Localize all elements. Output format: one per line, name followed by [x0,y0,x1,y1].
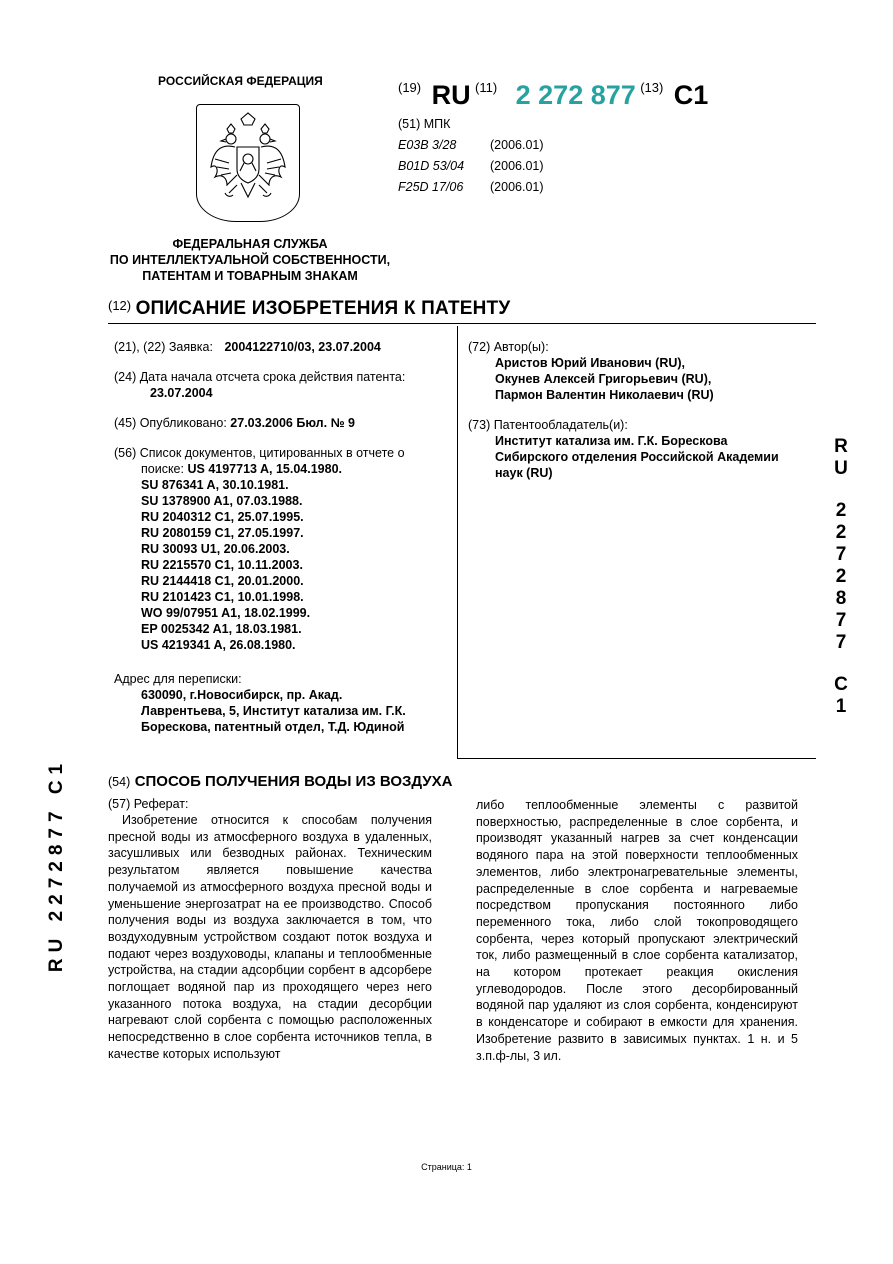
document-title [108,298,510,320]
double-headed-eagle-emblem-icon [197,105,299,221]
cited-label-text: (56) Список документов, цитированных в отчете о поиске: [114,446,405,476]
country-code: RU [431,80,471,110]
country-name: РОССИЙСКАЯ ФЕДЕРАЦИЯ [158,74,323,88]
published-label: (45) Опубликовано: [114,416,227,430]
address-line: 630090, г.Новосибирск, пр. Акад. [141,688,343,702]
divider-bottom [457,758,816,759]
application-value: 2004122710/03, 23.07.2004 [224,340,381,354]
inid-code-11: (11) [475,80,498,95]
cited-label [114,445,450,477]
holder-value [468,433,808,481]
holder-line: Сибирского отделения Российской Академии [495,450,779,464]
agency-line: ФЕДЕРАЛЬНАЯ СЛУЖБА [172,237,328,251]
cited-list [114,477,450,653]
side-char: 7 [835,632,847,653]
application-label: (21), (22) Заявка: [114,340,213,354]
address-field [114,671,450,735]
divider-top [108,323,816,324]
author-name: Окунев Алексей Григорьевич (RU), [495,372,712,386]
side-char: 7 [835,544,847,565]
side-char: C [834,674,848,695]
abstract-text-left: Изобретение относится к способам получения пресной воды из атмосферного воздуха в удаленных, засушливых или безводных районах. Техническим результатом является повышение качества получаемой из атмосферного воздуха пресной воды и уменьшение энергозатрат на ее производство. Способ получения воды из воздуха заключается в том, что воздуходувным устройством создают поток воздуха и подают через воздуховоды, клапаны и теплообменные устройства, на стадии адсорбции сорбент в адсорбере поглощает водяной пар из проходящего через него указанного потока воздуха, на стадии десорбции нагревают слой сорбента с помощью расположенных непосредственно в слое сорбента источников тепла, в качестве которых используют [108,813,432,1061]
ipc-version: (2006.01) [490,159,544,173]
inid-code-19: (19) [398,80,422,95]
address-label: Адрес для переписки: [114,672,242,686]
holder-line: Институт катализа им. Г.К. Борескова [495,434,728,448]
side-patent-number-left [42,700,72,1030]
ipc-class: F25D 17/06 [398,180,464,194]
address-value [114,687,450,735]
ipc-row [398,135,544,156]
page-number: Страница: 1 [421,1162,472,1172]
inid-code-13: (13) [640,80,664,95]
column-divider [457,326,458,758]
emblem-shield [196,104,300,222]
invention-title [108,773,452,791]
cited-item: RU 2040312 C1, 25.07.1995. [141,510,304,524]
side-char: U [834,458,848,479]
side-char: 2 [835,566,847,587]
holder-label: (73) Патентообладатель(и): [468,418,628,432]
side-char: 2 [835,522,847,543]
start-date-field [114,369,450,401]
side-char: 7 [835,610,847,631]
side-char: 2 [835,500,847,521]
cited-item: RU 2144418 C1, 20.01.2000. [141,574,304,588]
patent-number: 2 272 877 [515,80,636,110]
published-field [114,415,450,431]
authors-label: (72) Автор(ы): [468,340,549,354]
start-date-value: 23.07.2004 [150,386,213,400]
authors-field [468,339,808,403]
cited-item: RU 2101423 C1, 10.01.1998. [141,590,304,604]
cited-item: US 4219341 A, 26.08.1980. [141,638,296,652]
ipc-version: (2006.01) [490,138,544,152]
holder-field [468,417,808,481]
cited-item: SU 876341 A, 30.10.1981. [141,478,289,492]
address-line: Борескова, патентный отдел, Т.Д. Юдиной [141,720,405,734]
cited-item: WO 99/07951 A1, 18.02.1999. [141,606,311,620]
address-line: Лаврентьева, 5, Институт катализа им. Г.К. [141,704,406,718]
authors-list [468,355,808,403]
document-title-text: ОПИСАНИЕ ИЗОБРЕТЕНИЯ К ПАТЕНТУ [135,298,511,319]
side-char: R [834,436,848,457]
inid-code-12: (12) [108,298,132,313]
author-name: Аристов Юрий Иванович (RU), [495,356,686,370]
side-char: 1 [835,696,847,717]
ipc-version: (2006.01) [490,180,544,194]
ipc-label: (51) МПК [398,117,451,131]
ipc-row [398,177,544,198]
cited-item: RU 2080159 C1, 27.05.1997. [141,526,304,540]
cited-item: RU 2215570 C1, 10.11.2003. [141,558,303,572]
cited-item: RU 30093 U1, 20.06.2003. [141,542,290,556]
bibliographic-left [114,339,450,735]
ipc-class: E03B 3/28 [398,138,457,152]
ipc-class: B01D 53/04 [398,159,465,173]
side-char: 8 [835,588,847,609]
application-field [114,339,450,355]
cited-documents [114,445,450,653]
agency-line: ПАТЕНТАМ И ТОВАРНЫМ ЗНАКАМ [142,269,358,283]
side-patent-number-right [826,436,856,718]
author-name: Пармон Валентин Николаевич (RU) [495,388,714,402]
agency-name [100,236,400,284]
side-char [826,480,856,500]
abstract-label: (57) Реферат: [108,797,189,811]
published-value: 27.03.2006 Бюл. № 9 [230,416,355,430]
abstract-text-right: либо теплообменные элементы с развитой поверхностью, распределенные в слое сорбента, и производят указанный нагрев за счет конденсации водяного пара на этой поверхности теплообменных элементов, либо электронагревательные элементы, распределенные в слое сорбента и нагреваемые посредством пропускания постоянного либо переменного тока, либо слой токопроводящего сорбента, через который пропускают электрический ток, либо размещенный в слое сорбента катализатор, на котором протекает реакция окисления углеводородов. После этого десорбированный водяной пар удаляют из слоя сорбента, конденсируют в конденсаторе и собирают в емкости для хранения. Изобретение развито в зависимых пунктах. 1 н. и 5 з.п.ф-лы, 3 ил. [476,798,798,1063]
holder-line: наук (RU) [495,466,553,480]
start-date-label: (24) Дата начала отсчета срока действия патента: [114,370,406,384]
bibliographic-right [468,339,808,491]
kind-code: C1 [673,80,709,110]
ipc-row [398,156,544,177]
cited-item: US 4197713 A, 15.04.1980. [187,462,343,476]
inid-code-54: (54) [108,775,131,789]
agency-line: ПО ИНТЕЛЛЕКТУАЛЬНОЙ СОБСТВЕННОСТИ, [109,253,391,267]
patent-number-line [398,80,708,116]
side-char [826,654,856,674]
cited-item: EP 0025342 A1, 18.03.1981. [141,622,302,636]
side-patent-number-left-text: RU 2272877 C1 [46,757,67,973]
invention-title-text: СПОСОБ ПОЛУЧЕНИЯ ВОДЫ ИЗ ВОЗДУХА [134,773,453,790]
ipc-classification [398,114,544,198]
cited-item: SU 1378900 A1, 07.03.1988. [141,494,303,508]
